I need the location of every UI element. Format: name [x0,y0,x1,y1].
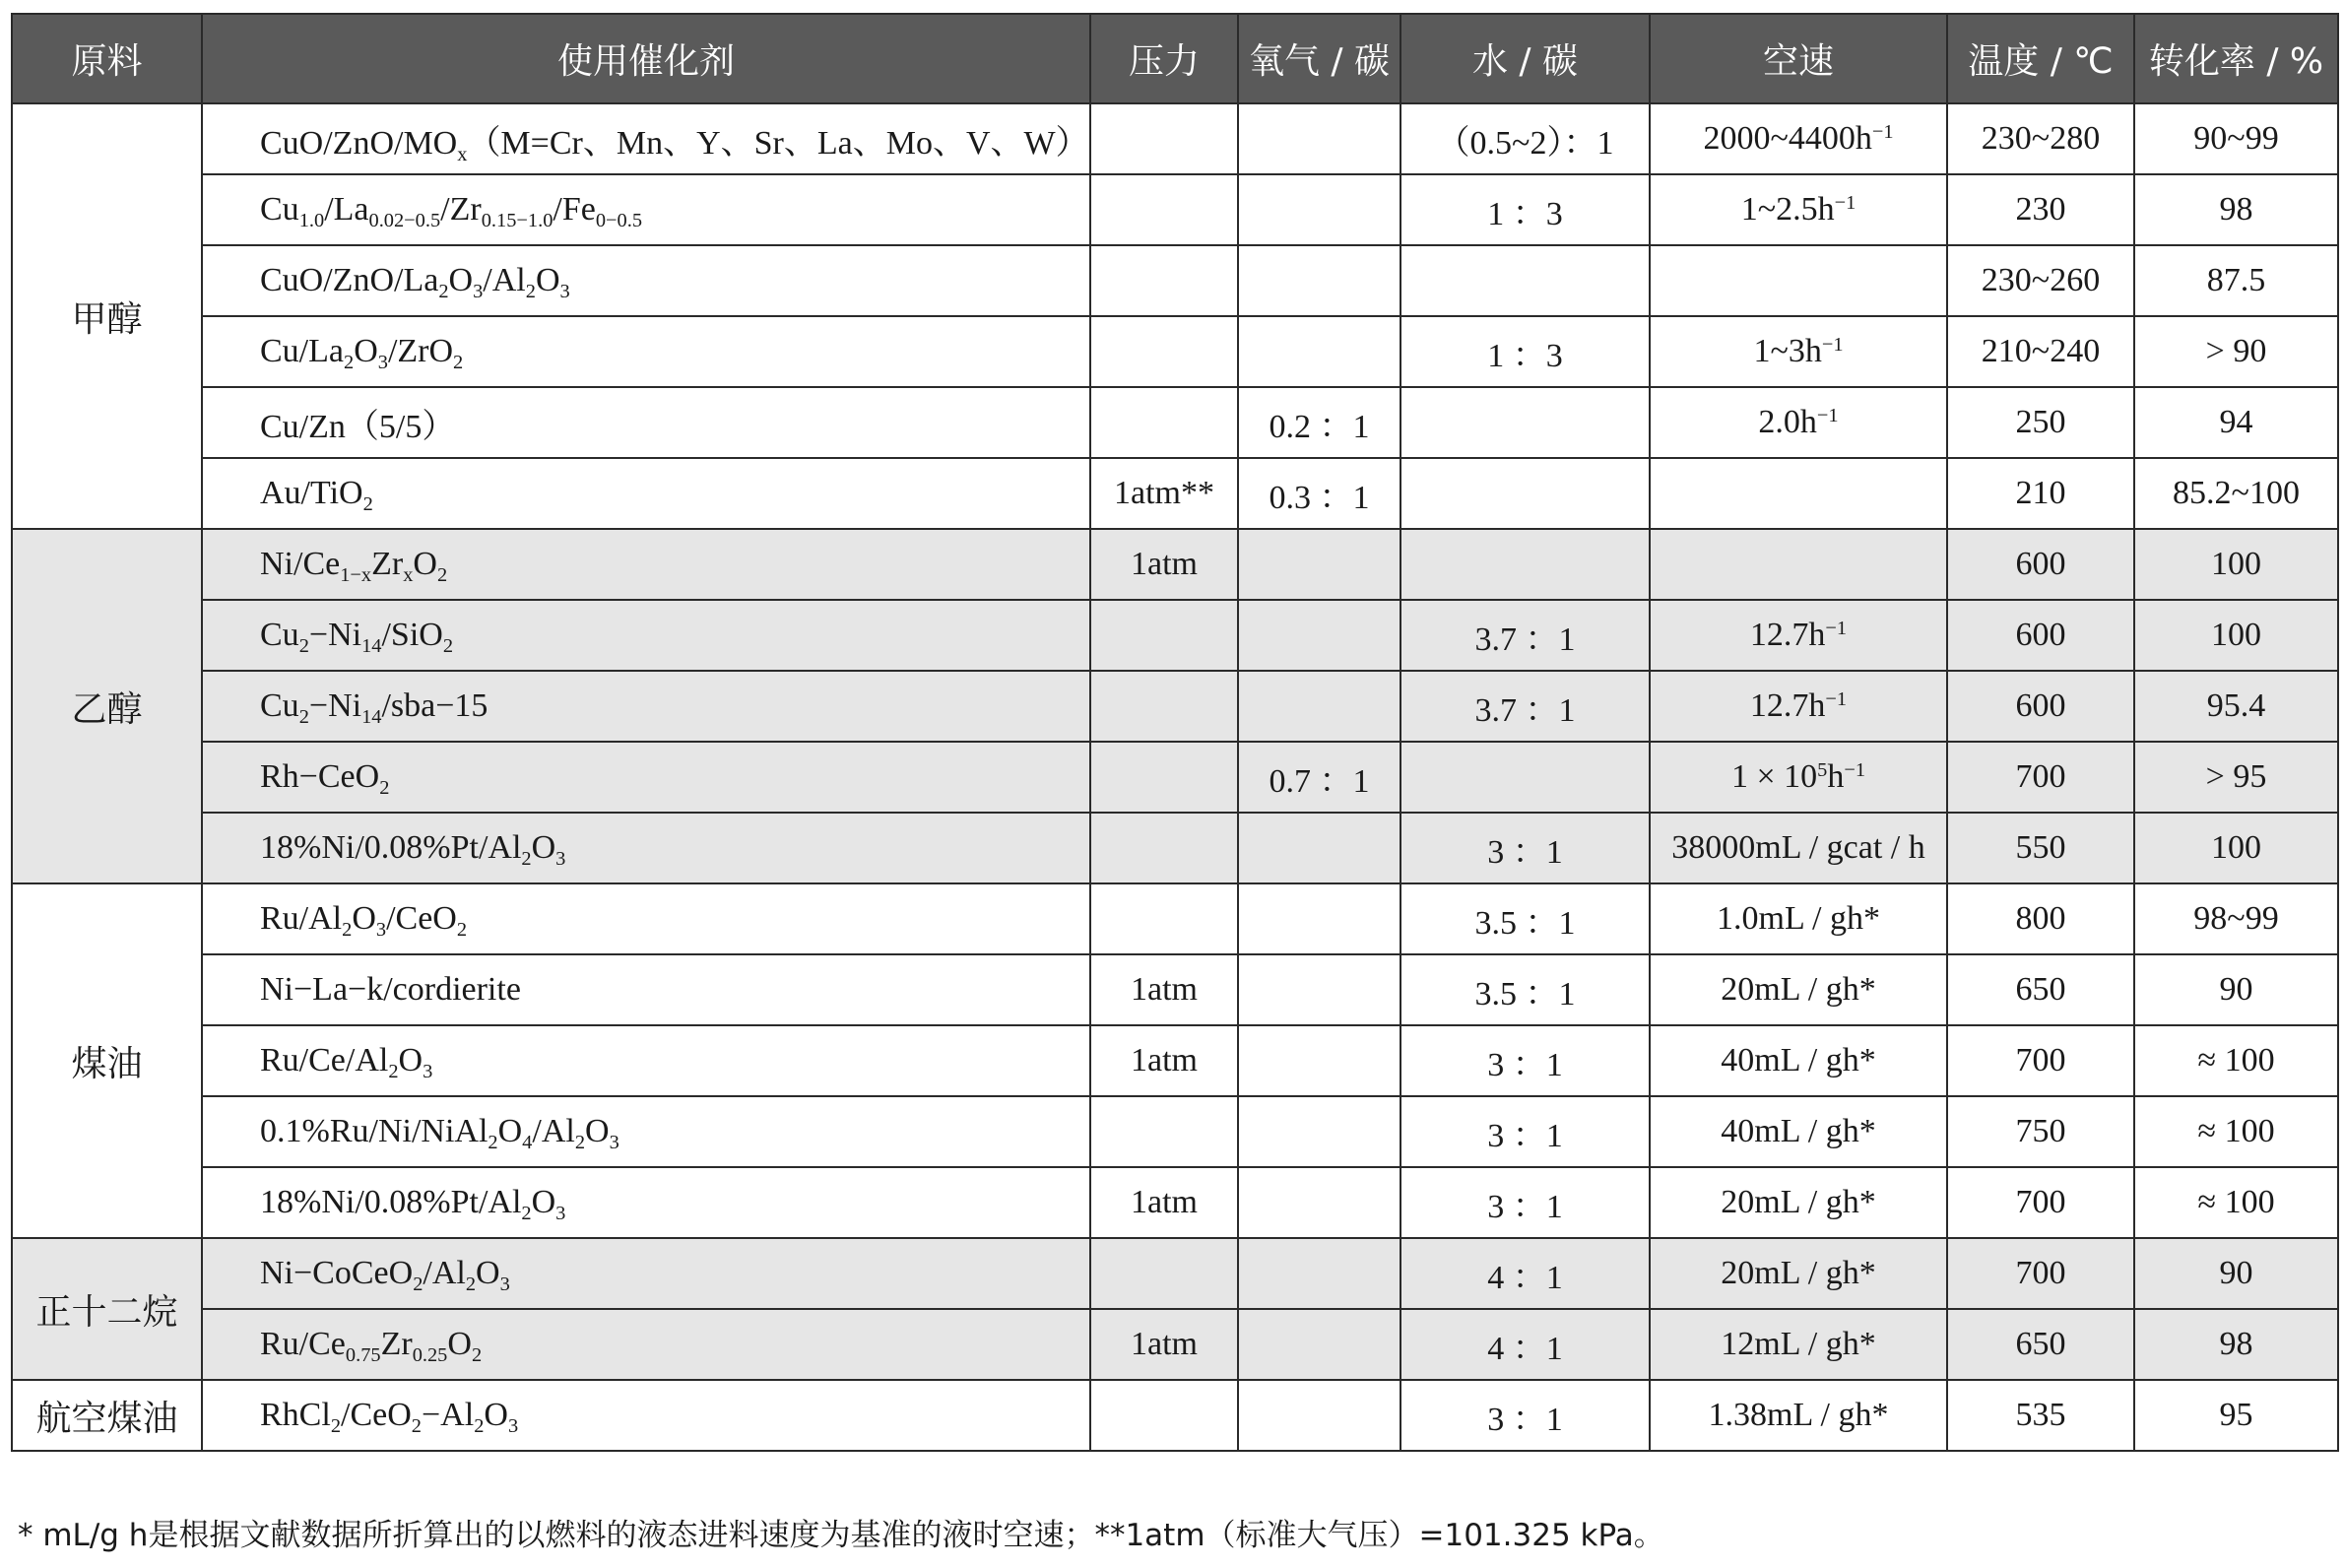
pressure-cell: 1atm [1090,954,1238,1025]
pressure-cell [1090,103,1238,174]
temperature-cell: 230~260 [1947,245,2134,316]
space-velocity-cell [1650,245,1947,316]
table-row [12,316,2338,387]
table-row [12,529,2338,600]
pressure-cell [1090,316,1238,387]
table-body [12,103,2338,1451]
catalyst-cell: $Cu/La_2O_3/ZrO_2$ [202,316,1090,387]
pressure-cell [1090,883,1238,954]
table-row [12,387,2338,458]
pressure-cell [1090,1096,1238,1167]
catalyst-cell: Ni−La−k/cordierite [202,954,1090,1025]
space-velocity-cell: 40mL / gh* [1650,1025,1947,1096]
pressure-cell [1090,245,1238,316]
water-carbon-cell [1400,245,1650,316]
oxygen-carbon-cell [1238,245,1400,316]
temperature-cell: 700 [1947,1238,2134,1309]
pressure-cell: 1atm** [1090,458,1238,529]
pressure-cell [1090,1238,1238,1309]
catalyst-cell: Cu/Zn（5/5） [202,387,1090,458]
table-container [11,13,2337,1452]
table-row [12,1167,2338,1238]
temperature-cell: 550 [1947,813,2134,883]
temperature-cell: 700 [1947,742,2134,813]
pressure-cell [1090,742,1238,813]
conversion-cell: 90 [2134,954,2338,1025]
catalyst-cell: $Ru/Ce/Al_2O_3$ [202,1025,1090,1096]
water-carbon-cell [1400,742,1650,813]
conversion-cell: 90~99 [2134,103,2338,174]
header-pressure: 压力 [1090,14,1238,103]
oxygen-carbon-cell [1238,883,1400,954]
conversion-cell: > 95 [2134,742,2338,813]
pressure-cell: 1atm [1090,1025,1238,1096]
feedstock-cell: 乙醇 [12,529,202,883]
space-velocity-cell: 1.0mL / gh* [1650,883,1947,954]
water-carbon-cell: 1 ：3 [1400,316,1650,387]
temperature-cell: 650 [1947,1309,2134,1380]
space-velocity-cell: 20mL / gh* [1650,1167,1947,1238]
table-row [12,742,2338,813]
space-velocity-cell [1650,458,1947,529]
conversion-cell: 94 [2134,387,2338,458]
conversion-cell: 100 [2134,813,2338,883]
space-velocity-cell: 12mL / gh* [1650,1309,1947,1380]
catalyst-cell: $Ni/Ce_{1-x}Zr_xO_2$ [202,529,1090,600]
water-carbon-cell: 3.5 ：1 [1400,883,1650,954]
space-velocity-cell: 1.38mL / gh* [1650,1380,1947,1451]
conversion-cell: 95.4 [2134,671,2338,742]
table-row [12,1025,2338,1096]
table-row [12,174,2338,245]
catalyst-cell: $18\%Ni/0.08\%Pt/Al_2O_3$ [202,813,1090,883]
pressure-cell: 1atm [1090,529,1238,600]
oxygen-carbon-cell [1238,954,1400,1025]
header-catalyst: 使用催化剂 [202,14,1090,103]
space-velocity-cell: $12.7h^{-1}$ [1650,600,1947,671]
oxygen-carbon-cell [1238,671,1400,742]
water-carbon-cell [1400,387,1650,458]
water-carbon-cell: 3.5 ：1 [1400,954,1650,1025]
catalyst-cell: $Cu_2-Ni_{14}/sba-15$ [202,671,1090,742]
temperature-cell: 535 [1947,1380,2134,1451]
table-row [12,245,2338,316]
space-velocity-cell: 20mL / gh* [1650,954,1947,1025]
space-velocity-cell: $1 \times 10^5h^{-1}$ [1650,742,1947,813]
conversion-cell: 98 [2134,1309,2338,1380]
oxygen-carbon-cell: 0.2 ：1 [1238,387,1400,458]
space-velocity-cell: $12.7h^{-1}$ [1650,671,1947,742]
water-carbon-cell: 4 ：1 [1400,1238,1650,1309]
table-row [12,1309,2338,1380]
space-velocity-cell [1650,529,1947,600]
catalyst-cell: $Ni-CoCeO_2/Al_2O_3$ [202,1238,1090,1309]
space-velocity-cell: 20mL / gh* [1650,1238,1947,1309]
oxygen-carbon-cell [1238,103,1400,174]
space-velocity-cell: $2000\sim 4400h^{-1}$ [1650,103,1947,174]
catalyst-cell: Au/TiO$_2$ [202,458,1090,529]
oxygen-carbon-cell [1238,1025,1400,1096]
table-row [12,671,2338,742]
water-carbon-cell: 3 ：1 [1400,1167,1650,1238]
oxygen-carbon-cell [1238,1309,1400,1380]
catalyst-cell: $0.1\%Ru/Ni/NiAl_2O_4/Al_2O_3$ [202,1096,1090,1167]
conversion-cell: 85.2~100 [2134,458,2338,529]
water-carbon-cell: 3 ：1 [1400,1380,1650,1451]
conversion-cell: 98 [2134,174,2338,245]
pressure-cell [1090,387,1238,458]
conversion-cell: 100 [2134,600,2338,671]
header-space-velocity: 空速 [1650,14,1947,103]
catalyst-cell: $Ru/Al_2O_3/CeO_2$ [202,883,1090,954]
space-velocity-cell: $1\sim 3h^{-1}$ [1650,316,1947,387]
oxygen-carbon-cell [1238,813,1400,883]
catalyst-cell: $18\%Ni/0.08\%Pt/Al_2O_3$ [202,1167,1090,1238]
table-row [12,1096,2338,1167]
catalyst-cell: $RhCl_2/CeO_2-Al_2O_3$ [202,1380,1090,1451]
temperature-cell: 800 [1947,883,2134,954]
oxygen-carbon-cell [1238,529,1400,600]
water-carbon-cell: 3 ：1 [1400,813,1650,883]
oxygen-carbon-cell [1238,1380,1400,1451]
temperature-cell: 210 [1947,458,2134,529]
header-conversion: 转化率 / % [2134,14,2338,103]
water-carbon-cell: 4 ：1 [1400,1309,1650,1380]
space-velocity-cell: 40mL / gh* [1650,1096,1947,1167]
pressure-cell: 1atm [1090,1167,1238,1238]
header-temperature: 温度 / ℃ [1947,14,2134,103]
oxygen-carbon-cell [1238,600,1400,671]
feedstock-cell: 航空煤油 [12,1380,202,1451]
conversion-cell: ≈ 100 [2134,1025,2338,1096]
temperature-cell: 700 [1947,1025,2134,1096]
water-carbon-cell [1400,458,1650,529]
water-carbon-cell [1400,529,1650,600]
oxygen-carbon-cell [1238,1096,1400,1167]
header-row [12,14,2338,103]
oxygen-carbon-cell: 0.3 ：1 [1238,458,1400,529]
table-row [12,103,2338,174]
temperature-cell: 600 [1947,671,2134,742]
space-velocity-cell: $1\sim 2.5h^{-1}$ [1650,174,1947,245]
oxygen-carbon-cell: 0.7 ：1 [1238,742,1400,813]
pressure-cell [1090,671,1238,742]
water-carbon-cell: （0.5~2）：1 [1400,103,1650,174]
catalyst-cell: $Cu_2-Ni_{14}/SiO_2$ [202,600,1090,671]
conversion-cell: > 90 [2134,316,2338,387]
pressure-cell [1090,600,1238,671]
water-carbon-cell: 3.7 ：1 [1400,671,1650,742]
oxygen-carbon-cell [1238,174,1400,245]
catalyst-cell: Rh−CeO$_2$ [202,742,1090,813]
table-row [12,458,2338,529]
catalyst-cell: $Ru/Ce_{0.75}Zr_{0.25}O_2$ [202,1309,1090,1380]
conversion-cell: 100 [2134,529,2338,600]
temperature-cell: 700 [1947,1167,2134,1238]
conversion-cell: ≈ 100 [2134,1096,2338,1167]
temperature-cell: 250 [1947,387,2134,458]
feedstock-cell: 煤油 [12,883,202,1238]
water-carbon-cell: 1 ：3 [1400,174,1650,245]
table-row [12,600,2338,671]
temperature-cell: 600 [1947,529,2134,600]
table-row [12,813,2338,883]
catalyst-cell: $Cu_{1.0}/La_{0.02-0.5}/Zr_{0.15-1.0}/Fe_{0-0.5}$ [202,174,1090,245]
conversion-cell: 98~99 [2134,883,2338,954]
pressure-cell [1090,813,1238,883]
water-carbon-cell: 3 ：1 [1400,1096,1650,1167]
catalyst-cell: CuO/$ZnO/MO_x(M=Cr$、Mn、Y、Sr、La、Mo、V、W） [202,103,1090,174]
feedstock-cell: 正十二烷 [12,1238,202,1380]
conversion-cell: 87.5 [2134,245,2338,316]
catalyst-cell: CuO/$ZnO/La_2O_3/Al_2O_3$ [202,245,1090,316]
oxygen-carbon-cell [1238,316,1400,387]
space-velocity-cell: 38000mL / gcat / h [1650,813,1947,883]
pressure-cell [1090,174,1238,245]
temperature-cell: 600 [1947,600,2134,671]
pressure-cell: 1atm [1090,1309,1238,1380]
footnote: * mL/g h是根据文献数据所折算出的以燃料的液态进料速度为基准的液时空速；**1atm（标准大气压）=101.325 kPa。 [18,1518,1664,1553]
pressure-cell [1090,1380,1238,1451]
feedstock-cell: 甲醇 [12,103,202,529]
space-velocity-cell: $2.0h^{-1}$ [1650,387,1947,458]
header-feedstock: 原料 [12,14,202,103]
conversion-cell: 95 [2134,1380,2338,1451]
temperature-cell: 750 [1947,1096,2134,1167]
temperature-cell: 230~280 [1947,103,2134,174]
table-row [12,1238,2338,1309]
oxygen-carbon-cell [1238,1238,1400,1309]
catalyst-table [11,13,2339,1452]
conversion-cell: 90 [2134,1238,2338,1309]
table-row [12,883,2338,954]
header-oxygen-carbon: 氧气 / 碳 [1238,14,1400,103]
table-row [12,954,2338,1025]
oxygen-carbon-cell [1238,1167,1400,1238]
header-water-carbon: 水 / 碳 [1400,14,1650,103]
water-carbon-cell: 3.7 ：1 [1400,600,1650,671]
temperature-cell: 650 [1947,954,2134,1025]
conversion-cell: ≈ 100 [2134,1167,2338,1238]
temperature-cell: 210~240 [1947,316,2134,387]
table-row [12,1380,2338,1451]
water-carbon-cell: 3 ：1 [1400,1025,1650,1096]
temperature-cell: 230 [1947,174,2134,245]
